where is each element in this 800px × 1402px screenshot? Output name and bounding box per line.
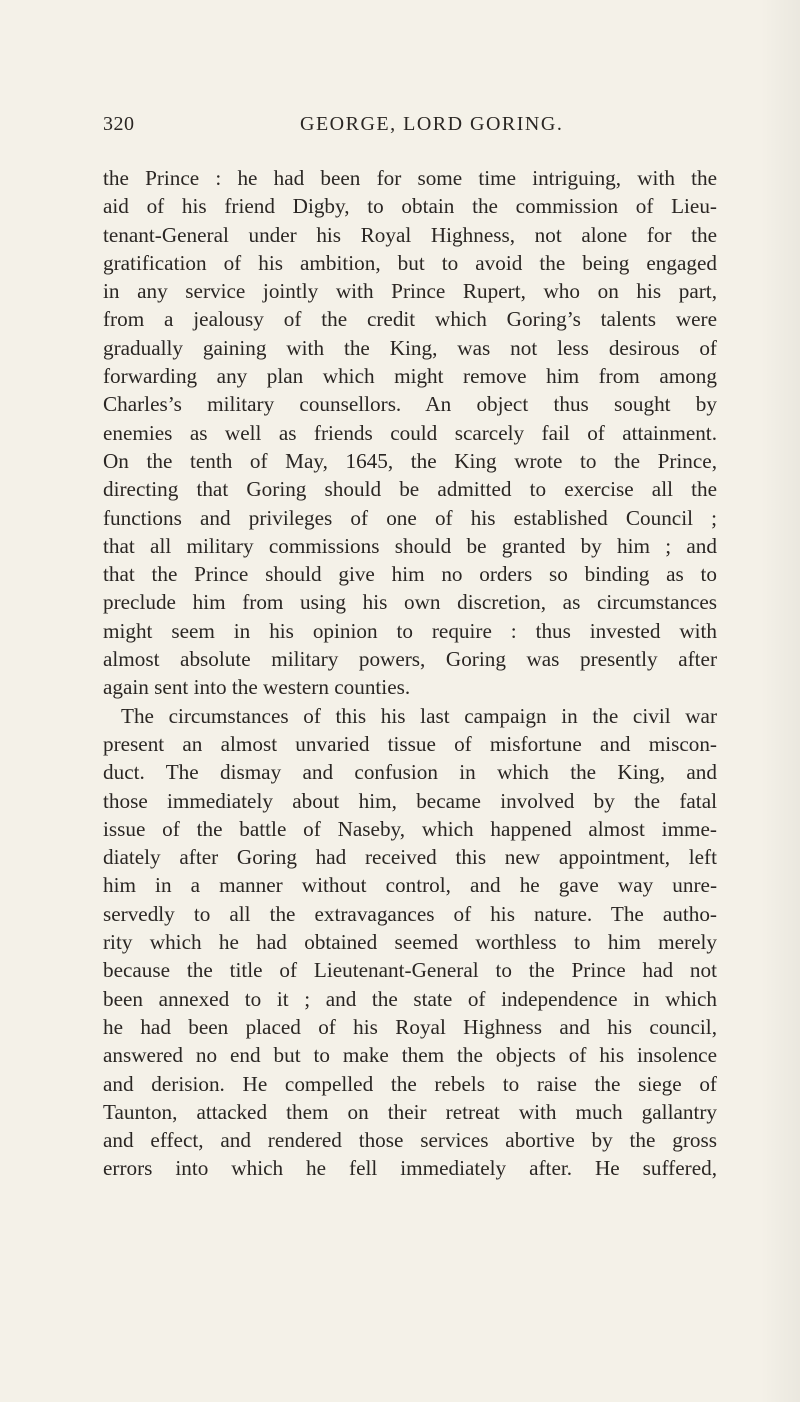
text-line: he had been placed of his Royal Highness and his council, bbox=[103, 1014, 717, 1039]
text-line: duct. The dismay and confusion in which the King, and bbox=[103, 760, 717, 785]
text-line: directing that Goring should be admitted to exercise all the bbox=[103, 477, 717, 502]
text-line: and derision. He compelled the rebels to raise the siege of bbox=[103, 1071, 717, 1096]
running-head bbox=[103, 113, 703, 149]
text-line: forwarding any plan which might remove him from among bbox=[103, 364, 717, 389]
text-line: The circumstances of this his last campaign in the civil war bbox=[121, 703, 717, 728]
body-text bbox=[103, 164, 717, 1183]
text-line: those immediately about him, became involved by the fatal bbox=[103, 788, 717, 813]
text-line: in any service jointly with Prince Rupert, who on his part, bbox=[103, 279, 717, 304]
text-line: been annexed to it ; and the state of independence in which bbox=[103, 986, 717, 1011]
text-line: present an almost unvaried tissue of misfortune and miscon- bbox=[103, 731, 717, 756]
page-number: 320 bbox=[103, 113, 135, 135]
text-line: rity which he had obtained seemed worthless to him merely bbox=[103, 930, 717, 955]
text-line: gratification of his ambition, but to avoid the being engaged bbox=[103, 250, 717, 275]
text-line: functions and privileges of one of his established Council ; bbox=[103, 505, 717, 530]
text-line: again sent into the western counties. bbox=[103, 675, 411, 700]
text-line: servedly to all the extravagances of his nature. The autho- bbox=[103, 901, 717, 926]
running-head-title: GEORGE, LORD GORING. bbox=[300, 113, 564, 135]
text-line: and effect, and rendered those services abortive by the gross bbox=[103, 1128, 717, 1153]
text-line: On the tenth of May, 1645, the King wrote to the Prince, bbox=[103, 448, 717, 473]
text-line: aid of his friend Digby, to obtain the commission of Lieu- bbox=[103, 194, 717, 219]
text-line: from a jealousy of the credit which Goring’s talents were bbox=[103, 307, 717, 332]
text-line: almost absolute military powers, Goring was presently after bbox=[103, 647, 717, 672]
text-line: preclude him from using his own discretion, as circumstances bbox=[103, 590, 717, 615]
text-line: tenant-General under his Royal Highness, not alone for the bbox=[103, 222, 717, 247]
text-line: that the Prince should give him no orders so binding as to bbox=[103, 562, 717, 587]
text-line: errors into which he fell immediately after. He suffered, bbox=[103, 1156, 717, 1181]
text-line: answered no end but to make them the objects of his insolence bbox=[103, 1043, 717, 1068]
text-line: issue of the battle of Naseby, which happened almost imme- bbox=[103, 816, 717, 841]
text-line: might seem in his opinion to require : thus invested with bbox=[103, 618, 717, 643]
text-line: diately after Goring had received this new appointment, left bbox=[103, 845, 717, 870]
text-line: that all military commissions should be granted by him ; and bbox=[103, 533, 717, 558]
text-line: him in a manner without control, and he gave way unre- bbox=[103, 873, 717, 898]
text-line: gradually gaining with the King, was not less desirous of bbox=[103, 335, 717, 360]
text-line: because the title of Lieutenant-General to the Prince had not bbox=[103, 958, 717, 983]
text-line: Charles’s military counsellors. An object thus sought by bbox=[103, 392, 717, 417]
text-line: Taunton, attacked them on their retreat with much gallantry bbox=[103, 1099, 717, 1124]
text-line: the Prince : he had been for some time intriguing, with the bbox=[103, 166, 717, 190]
text-line: enemies as well as friends could scarcely fail of attainment. bbox=[103, 420, 717, 445]
